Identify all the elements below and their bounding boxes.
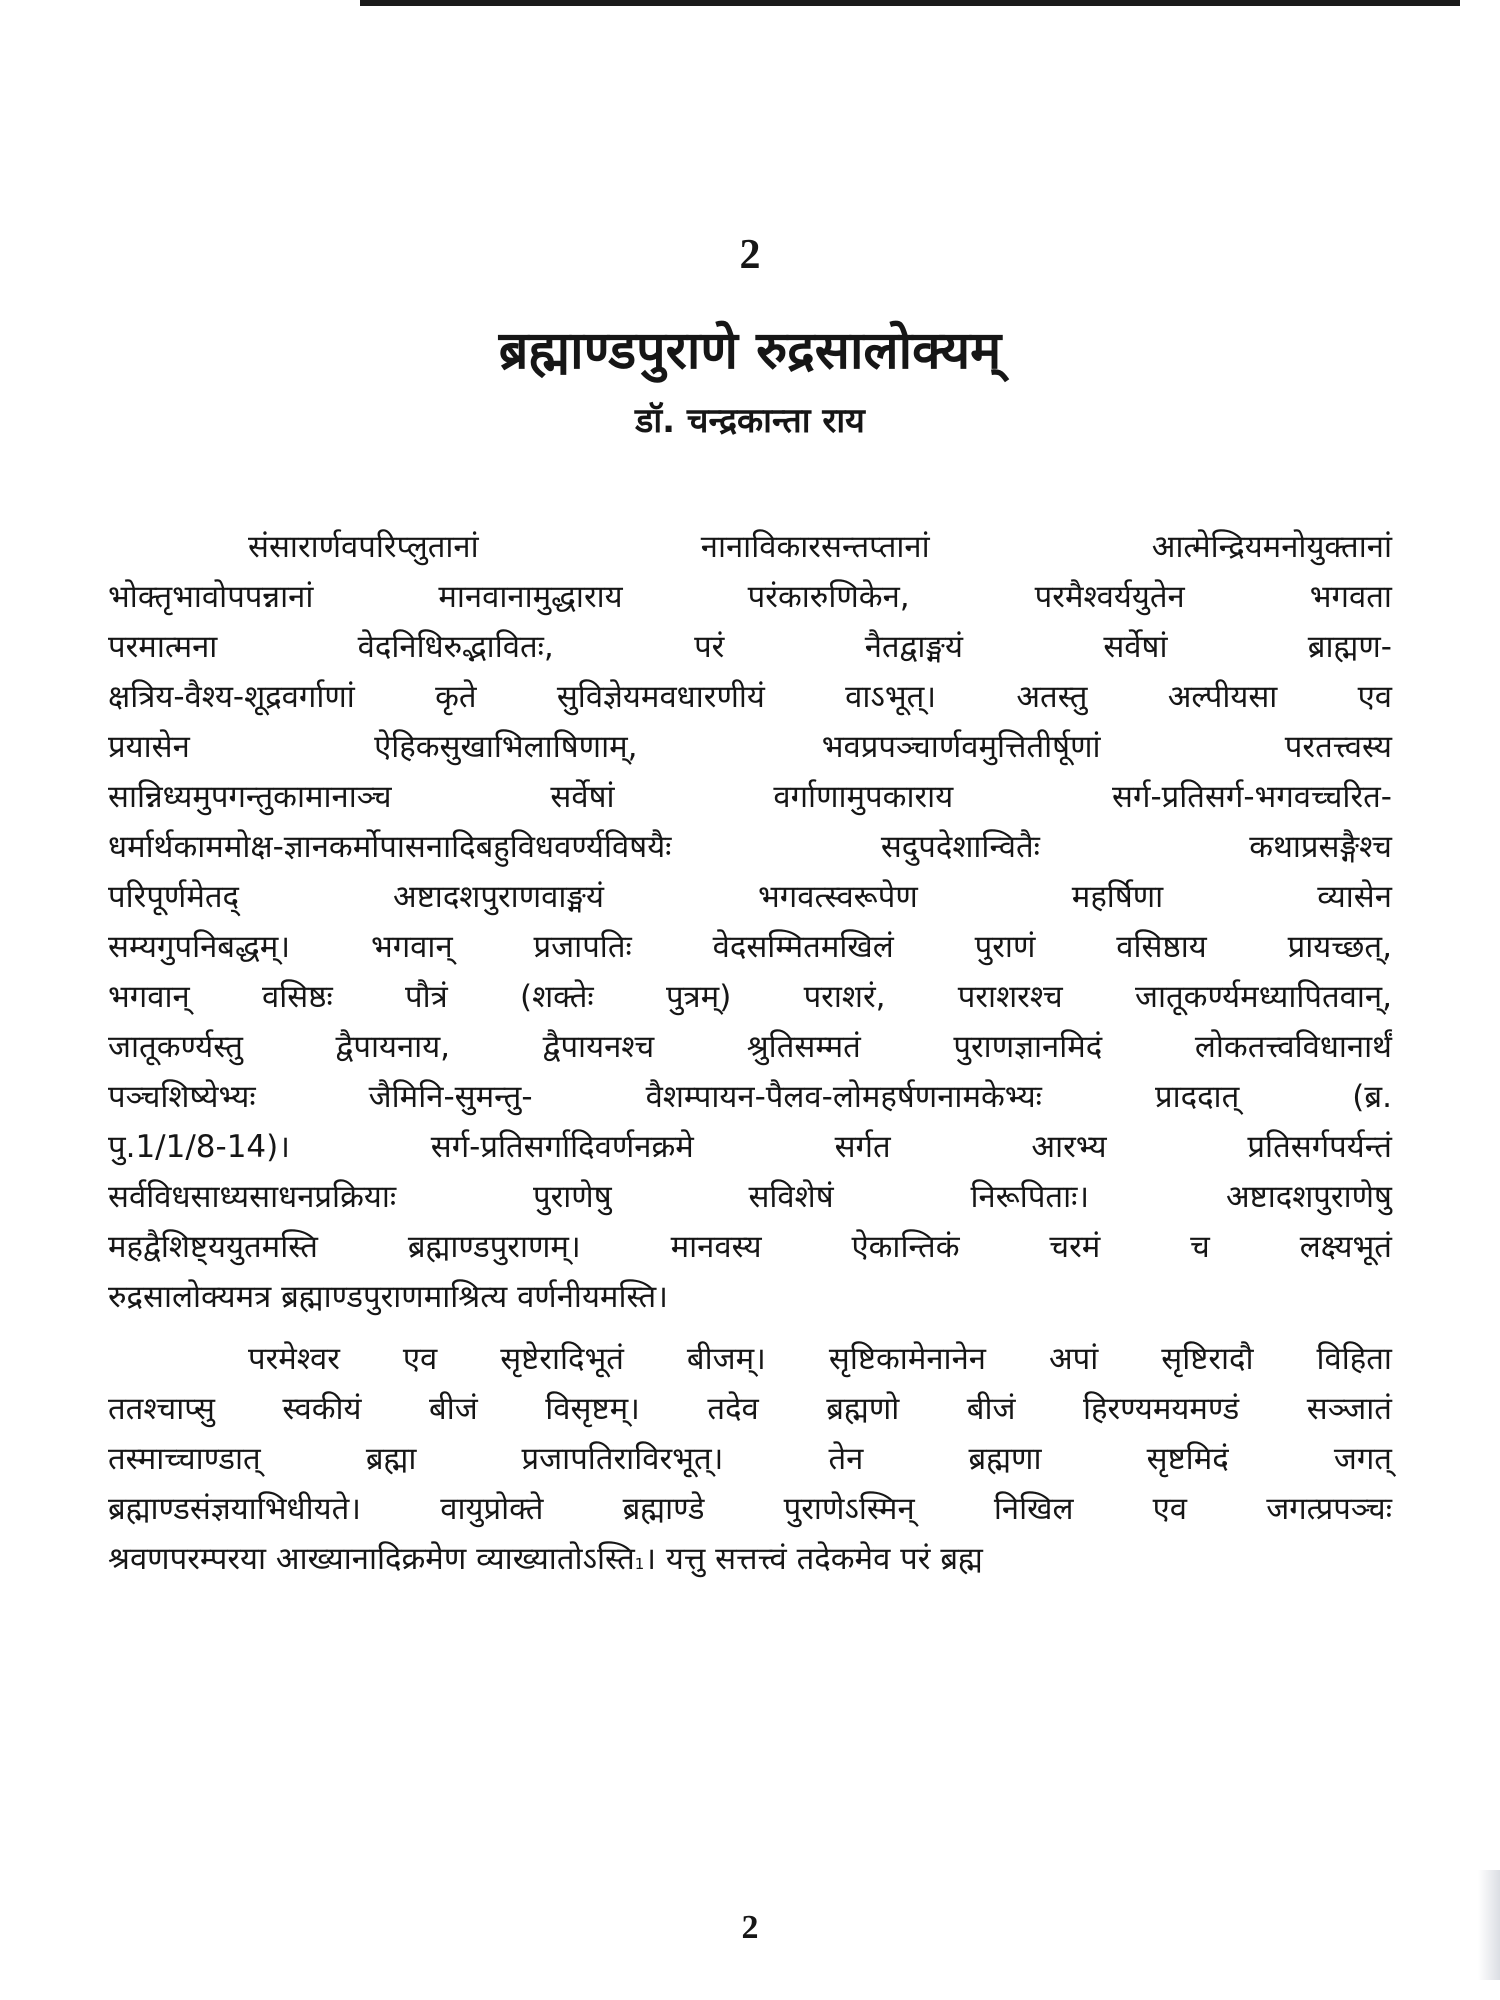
word: पुत्रम्): [665, 979, 732, 1015]
word: सृष्टेरादिभूतं: [500, 1341, 624, 1377]
body-text: [108, 522, 1392, 1584]
word: तस्माच्चाण्डात्: [108, 1441, 261, 1477]
text-line: [108, 1122, 1392, 1172]
word: तदेव: [707, 1391, 759, 1427]
word: ब्रह्मणो: [826, 1391, 900, 1427]
text-line: [108, 822, 1392, 872]
word: अल्पीयसा: [1167, 679, 1278, 715]
text-line: [108, 672, 1392, 722]
text-line: [108, 722, 1392, 772]
word: पौत्रं: [404, 979, 448, 1015]
text-line: [108, 1222, 1392, 1272]
text-line: रुद्रसालोक्यमत्र ब्रह्माण्डपुराणमाश्रित्य वर्णनीयमस्ति।: [108, 1279, 668, 1315]
word: परिपूर्णमेतद्: [108, 879, 240, 915]
word: परतत्त्वस्य: [1284, 729, 1392, 765]
word: एव: [1357, 679, 1392, 715]
word: सञ्जातं: [1306, 1391, 1392, 1427]
word: ऐकान्तिकं: [851, 1229, 960, 1265]
word: लोकतत्त्वविधानार्थं: [1194, 1029, 1392, 1065]
word: हिरण्यमयमण्डं: [1083, 1391, 1240, 1427]
word: भगवान्: [370, 929, 453, 965]
word: जगत्प्रपञ्चः: [1266, 1491, 1392, 1527]
word: स्वकीयं: [282, 1391, 362, 1427]
word: परमेश्वर: [248, 1341, 340, 1377]
word: सुविज्ञेयमवधारणीयं: [556, 679, 765, 715]
word: वायुप्रोक्ते: [440, 1491, 544, 1527]
text-line: श्रवणपरम्परया आख्यानादिक्रमेण व्याख्यातोऽस्ति 1 । यत्तु सत्तत्त्वं तदेकमेव परं ब्रह्म: [108, 1534, 1392, 1584]
word: परमैश्वर्ययुतेन: [1034, 579, 1185, 615]
word: सर्गत: [834, 1129, 891, 1165]
word: पराशरश्च: [957, 979, 1063, 1015]
word: क्षत्रिय-वैश्य-शूद्रवर्गाणां: [108, 679, 355, 715]
word: प्रयासेन: [108, 729, 190, 765]
word: महर्षिणा: [1071, 879, 1164, 915]
word: लक्ष्यभूतं: [1299, 1229, 1392, 1265]
paragraph-break: [108, 1322, 1392, 1334]
word: जातूकर्ण्यस्तु: [108, 1029, 243, 1065]
word: जगत्: [1333, 1441, 1392, 1477]
text-line: [108, 1172, 1392, 1222]
word: प्रजापतिराविरभूत्।: [521, 1441, 724, 1477]
word: निखिल: [993, 1491, 1074, 1527]
word: सृष्टमिदं: [1146, 1441, 1229, 1477]
word: बीजं: [429, 1391, 478, 1427]
word: (ब्र.: [1352, 1079, 1392, 1115]
word: सर्ग-प्रतिसर्ग-भगवच्चरित-: [1112, 779, 1392, 815]
word: सर्ग-प्रतिसर्गादिवर्णनक्रमे: [430, 1129, 694, 1165]
author-name: डॉ. चन्द्रकान्ता राय: [635, 401, 865, 441]
text-line: [108, 572, 1392, 622]
chapter-number: 2: [739, 232, 761, 278]
word: आत्मेन्द्रियमनोयुक्तानां: [1151, 529, 1392, 565]
text-line: [108, 1334, 1392, 1384]
text-line: [108, 1022, 1392, 1072]
word: भगवत्स्वरूपेण: [757, 879, 918, 915]
text-line: [108, 1072, 1392, 1122]
word: पुराणेषु: [532, 1179, 612, 1215]
word: भगवता: [1309, 579, 1392, 615]
word: पञ्चशिष्येभ्यः: [108, 1079, 256, 1115]
word: द्वैपायनाय,: [335, 1029, 451, 1065]
text-line: [108, 1434, 1392, 1484]
word: महद्वैशिष्ट्ययुतमस्ति: [108, 1229, 318, 1265]
word: वेदसम्मितमखिलं: [712, 929, 894, 965]
article-title: ब्रह्माण्डपुराणे रुद्रसालोक्यम्: [498, 321, 1002, 381]
word: कथाप्रसङ्गैश्च: [1249, 829, 1392, 865]
word: ऐहिकसुखाभिलाषिणाम्,: [374, 729, 638, 765]
text-fragment: श्रवणपरम्परया आख्यानादिक्रमेण व्याख्यातोऽस्ति: [108, 1541, 635, 1577]
word: सर्वेषां: [1103, 629, 1168, 665]
word: धर्मार्थकाममोक्ष-ज्ञानकर्मोपासनादिबहुविधवर्ण्यविषयैः: [108, 829, 672, 865]
word: सर्वविधसाध्यसाधनप्रक्रियाः: [108, 1179, 397, 1215]
word: (शक्तेः: [519, 979, 594, 1015]
word: चरमं: [1049, 1229, 1101, 1265]
word: वेदनिधिरुद्भावितः,: [357, 629, 554, 665]
word: संसारार्णवपरिप्लुतानां: [248, 529, 479, 565]
word: जातूकर्ण्यमध्यापितवान्,: [1134, 979, 1392, 1015]
word: नैतद्वाङ्मयं: [864, 629, 964, 665]
word: एव: [402, 1341, 438, 1377]
word: कृते: [435, 679, 477, 715]
word: सविशेषं: [748, 1179, 834, 1215]
word: अपां: [1048, 1341, 1099, 1377]
word: पुराणज्ञानमिदं: [953, 1029, 1103, 1065]
word: जैमिनि-सुमन्तु-: [368, 1079, 533, 1115]
word: परमात्मना: [108, 629, 218, 665]
word: वाऽभूत्।: [845, 679, 937, 715]
word: ब्रह्माण्डे: [622, 1491, 705, 1527]
word: वैशम्पायन-पैलव-लोमहर्षणनामकेभ्यः: [645, 1079, 1042, 1115]
word: पुराणेऽस्मिन्: [783, 1491, 915, 1527]
word: प्रतिसर्गपर्यन्तं: [1247, 1129, 1392, 1165]
top-rule: [360, 0, 1460, 6]
word: परंकारुणिकेन,: [747, 579, 910, 615]
word: निरूपिताः।: [970, 1179, 1090, 1215]
word: सर्वेषां: [550, 779, 615, 815]
word: ब्रह्माण्डपुराणम्।: [407, 1229, 581, 1265]
word: अतस्तु: [1016, 679, 1088, 715]
word: विसृष्टम्।: [545, 1391, 640, 1427]
word: अष्टादशपुराणेषु: [1225, 1179, 1392, 1215]
word: पु.1/1/8-14)।: [108, 1129, 290, 1165]
text-line: [108, 872, 1392, 922]
word: मानवानामुद्धाराय: [438, 579, 623, 615]
word: श्रुतिसम्मतं: [746, 1029, 861, 1065]
word: ब्रह्मा: [365, 1441, 417, 1477]
word: अष्टादशपुराणवाङ्मयं: [393, 879, 604, 915]
scan-edge-shadow: [1478, 1870, 1500, 1980]
word: वसिष्ठाय: [1116, 929, 1207, 965]
word: ततश्चाप्सु: [108, 1391, 215, 1427]
word: प्रजापतिः: [533, 929, 632, 965]
word: प्रायच्छत्,: [1287, 929, 1392, 965]
text-line: [108, 972, 1392, 1022]
word: ब्राह्मण-: [1307, 629, 1392, 665]
word: तेन: [828, 1441, 864, 1477]
text-line: [108, 1384, 1392, 1434]
text-line: [108, 522, 1392, 572]
text-fragment: । यत्तु सत्तत्त्वं तदेकमेव परं ब्रह्म: [644, 1541, 983, 1577]
word: व्यासेन: [1317, 879, 1392, 915]
word: सम्यगुपनिबद्धम्।: [108, 929, 291, 965]
word: सृष्टिरादौ: [1161, 1341, 1254, 1377]
text-line: [108, 1484, 1392, 1534]
word: द्वैपायनश्च: [542, 1029, 655, 1065]
word: ब्रह्माण्डसंज्ञयाभिधीयते।: [108, 1491, 362, 1527]
word: भगवान्: [108, 979, 190, 1015]
paragraph-2: [108, 1334, 1392, 1584]
text-line: [108, 922, 1392, 972]
word: भोक्तृभावोपपन्नानां: [108, 579, 314, 615]
word: एव: [1152, 1491, 1188, 1527]
word: बीजम्।: [686, 1341, 766, 1377]
word: सान्निध्यमुपगन्तुकामानाञ्च: [108, 779, 392, 815]
word: वसिष्ठः: [261, 979, 333, 1015]
word: च: [1190, 1229, 1210, 1265]
word: सृष्टिकामेनानेन: [828, 1341, 986, 1377]
paragraph-1: [108, 522, 1392, 1322]
word: बीजं: [966, 1391, 1016, 1427]
word: आरभ्य: [1031, 1129, 1107, 1165]
word: पुराणं: [974, 929, 1036, 965]
word: ब्रह्मणा: [968, 1441, 1042, 1477]
word: पराशरं,: [803, 979, 886, 1015]
word: नानाविकारसन्तप्तानां: [700, 529, 930, 565]
word: भवप्रपञ्चार्णवमुत्तितीर्षूणां: [821, 729, 1101, 765]
word: वर्गाणामुपकाराय: [773, 779, 954, 815]
text-line: [108, 772, 1392, 822]
page-number: 2: [741, 1909, 759, 1946]
word: परं: [694, 629, 725, 665]
word: विहिता: [1316, 1341, 1392, 1377]
word: मानवस्य: [670, 1229, 762, 1265]
text-line: [108, 622, 1392, 672]
word: प्राददात्: [1154, 1079, 1240, 1115]
word: सदुपदेशान्वितैः: [880, 829, 1040, 865]
